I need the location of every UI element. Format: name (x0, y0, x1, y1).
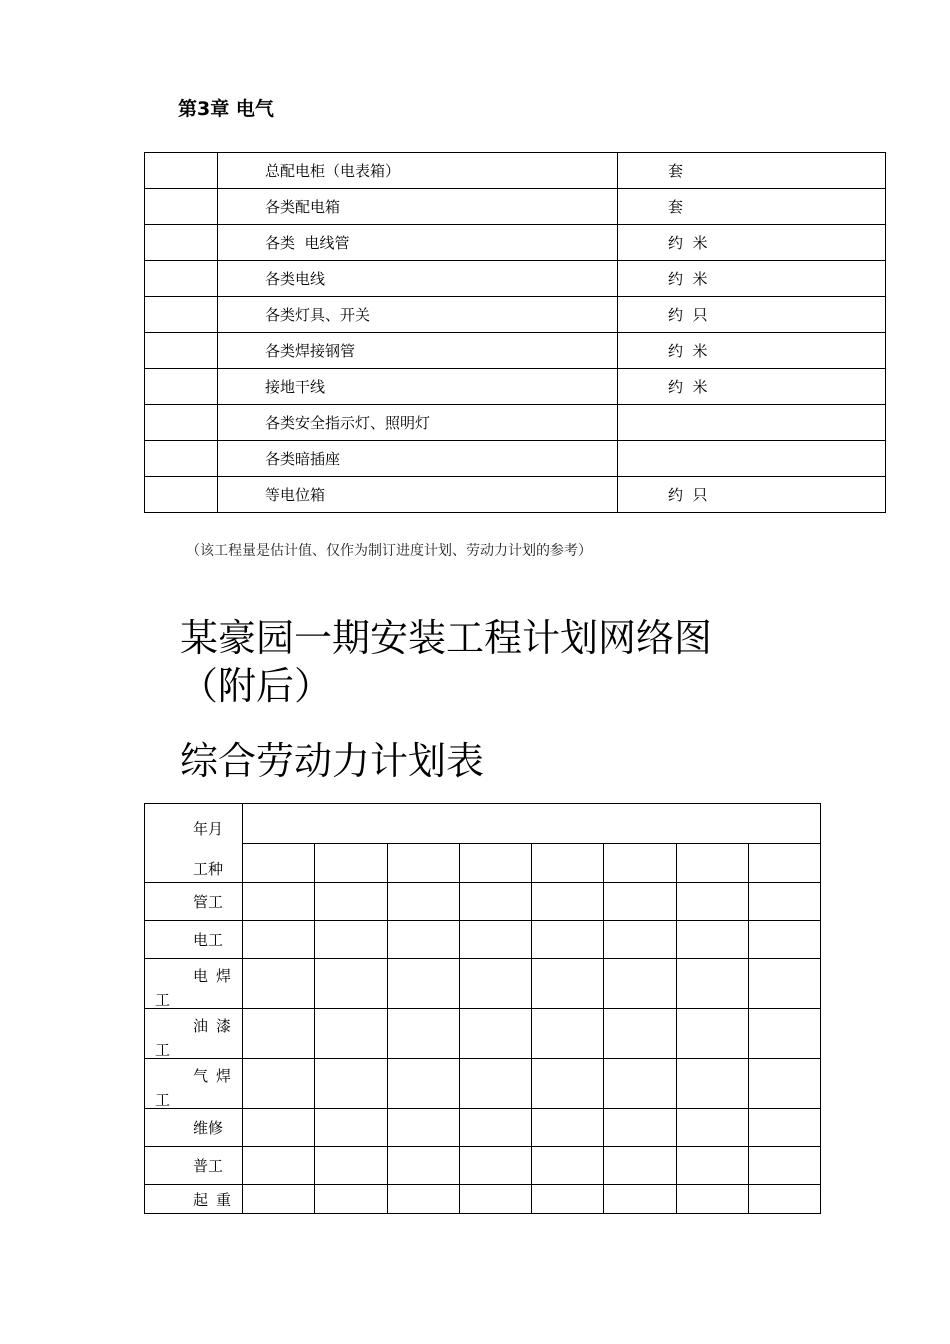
data-cell (387, 1009, 459, 1059)
trade-cell (145, 1009, 243, 1059)
data-cell (315, 1109, 387, 1147)
trade-cell (145, 1059, 243, 1109)
data-cell (604, 1109, 676, 1147)
unit-cell: 约 米 (618, 333, 886, 369)
trade-cell: 管工 (145, 883, 243, 921)
data-cell (532, 883, 604, 921)
index-cell (145, 261, 218, 297)
data-cell (604, 1059, 676, 1109)
unit-cell: 约 米 (618, 261, 886, 297)
data-cell (315, 1059, 387, 1109)
item-cell: 总配电柜（电表箱） (218, 153, 618, 189)
data-cell (532, 1185, 604, 1214)
trade-cell: 维修 (145, 1109, 243, 1147)
data-cell (243, 959, 315, 1009)
data-cell (387, 1147, 459, 1185)
data-cell (387, 1059, 459, 1109)
data-cell (459, 1059, 531, 1109)
table-row (145, 883, 821, 921)
period-cell (532, 844, 604, 883)
data-cell (604, 921, 676, 959)
unit-cell (618, 405, 886, 441)
data-cell (604, 1009, 676, 1059)
index-cell (145, 189, 218, 225)
table-row (145, 369, 886, 405)
data-cell (676, 959, 748, 1009)
data-cell (243, 1059, 315, 1109)
period-cell (315, 844, 387, 883)
item-cell: 各类暗插座 (218, 441, 618, 477)
trade-label-line1: 气焊 (193, 1067, 240, 1085)
data-cell (243, 883, 315, 921)
data-cell (676, 1109, 748, 1147)
data-cell (676, 1147, 748, 1185)
table-row (145, 189, 886, 225)
data-cell (748, 1009, 820, 1059)
unit-cell: 套 (618, 189, 886, 225)
index-cell (145, 297, 218, 333)
data-cell (315, 1185, 387, 1214)
item-cell: 各类灯具、开关 (218, 297, 618, 333)
data-cell (243, 1009, 315, 1059)
data-cell (604, 959, 676, 1009)
data-cell (532, 1059, 604, 1109)
data-cell (676, 921, 748, 959)
trade-label-line1: 电焊 (193, 967, 240, 985)
labor-plan-title: 综合劳动力计划表 (180, 739, 485, 783)
year-month-label: 年月 (193, 820, 224, 838)
trade-cell: 电工 (145, 921, 243, 959)
trade-cell: 起重 (145, 1185, 243, 1214)
data-cell (387, 921, 459, 959)
table-row (145, 1147, 821, 1185)
data-cell (459, 1185, 531, 1214)
period-cell (748, 844, 820, 883)
electrical-quantity-table (144, 152, 886, 513)
table-row (145, 1059, 821, 1109)
data-cell (315, 883, 387, 921)
data-cell (604, 1147, 676, 1185)
trade-label: 工种 (193, 860, 224, 878)
header-label-cell (145, 804, 243, 883)
item-cell: 各类配电箱 (218, 189, 618, 225)
table-row (145, 477, 886, 513)
data-cell (676, 1059, 748, 1109)
quantity-note: （该工程量是估计值、仅作为制订进度计划、劳动力计划的参考） (186, 543, 592, 559)
item-cell: 各类电线 (218, 261, 618, 297)
data-cell (243, 1147, 315, 1185)
data-cell (748, 921, 820, 959)
data-cell (315, 1009, 387, 1059)
data-cell (748, 959, 820, 1009)
data-cell (532, 1147, 604, 1185)
unit-cell: 约 米 (618, 369, 886, 405)
data-cell (243, 1185, 315, 1214)
unit-cell (618, 441, 886, 477)
table-row (145, 1185, 821, 1214)
data-cell (676, 1009, 748, 1059)
index-cell (145, 369, 218, 405)
data-cell (748, 1109, 820, 1147)
table-row (145, 1109, 821, 1147)
data-cell (387, 959, 459, 1009)
data-cell (604, 1185, 676, 1214)
data-cell (676, 1185, 748, 1214)
index-cell (145, 441, 218, 477)
data-cell (532, 1009, 604, 1059)
data-cell (748, 1059, 820, 1109)
data-cell (315, 959, 387, 1009)
data-cell (748, 1185, 820, 1214)
data-cell (748, 883, 820, 921)
data-cell (532, 959, 604, 1009)
data-cell (459, 959, 531, 1009)
table-row (145, 921, 821, 959)
data-cell (459, 1009, 531, 1059)
table-row (145, 333, 886, 369)
period-cell (676, 844, 748, 883)
period-cell (387, 844, 459, 883)
trade-label-line2: 工 (155, 991, 171, 1009)
item-cell: 接地干线 (218, 369, 618, 405)
period-row (145, 844, 821, 883)
period-cell (604, 844, 676, 883)
index-cell (145, 225, 218, 261)
data-cell (315, 921, 387, 959)
data-cell (532, 921, 604, 959)
data-cell (243, 921, 315, 959)
trade-label-line2: 工 (155, 1091, 171, 1109)
data-cell (459, 1147, 531, 1185)
unit-cell: 套 (618, 153, 886, 189)
trade-label-line2: 工 (155, 1041, 171, 1059)
index-cell (145, 333, 218, 369)
index-cell (145, 405, 218, 441)
index-cell (145, 477, 218, 513)
table-row (145, 405, 886, 441)
chapter-title: 第3章 电气 (178, 98, 274, 120)
data-cell (315, 1147, 387, 1185)
table-row (145, 441, 886, 477)
item-cell: 各类安全指示灯、照明灯 (218, 405, 618, 441)
trade-label-line1: 油漆 (193, 1017, 240, 1035)
item-cell: 等电位箱 (218, 477, 618, 513)
data-cell (604, 883, 676, 921)
labor-plan-table (144, 803, 821, 1214)
table-row (145, 959, 821, 1009)
data-cell (459, 1109, 531, 1147)
data-cell (243, 1109, 315, 1147)
table-header-row (145, 804, 821, 844)
data-cell (387, 1185, 459, 1214)
period-cell (243, 844, 315, 883)
table-row (145, 297, 886, 333)
network-diagram-subtitle: （附后） (180, 664, 333, 708)
item-cell: 各类焊接钢管 (218, 333, 618, 369)
data-cell (387, 1109, 459, 1147)
data-cell (459, 921, 531, 959)
item-cell: 各类 电线管 (218, 225, 618, 261)
data-cell (459, 883, 531, 921)
data-cell (676, 883, 748, 921)
period-cell (459, 844, 531, 883)
table-row (145, 1009, 821, 1059)
data-cell (532, 1109, 604, 1147)
data-cell (387, 883, 459, 921)
table-row (145, 153, 886, 189)
index-cell (145, 153, 218, 189)
table-row (145, 261, 886, 297)
network-diagram-title: 某豪园一期安装工程计划网络图 (180, 616, 713, 660)
unit-cell: 约 米 (618, 225, 886, 261)
unit-cell: 约 只 (618, 477, 886, 513)
trade-cell (145, 959, 243, 1009)
period-span-cell (243, 804, 821, 844)
data-cell (748, 1147, 820, 1185)
table-row (145, 225, 886, 261)
unit-cell: 约 只 (618, 297, 886, 333)
trade-cell: 普工 (145, 1147, 243, 1185)
